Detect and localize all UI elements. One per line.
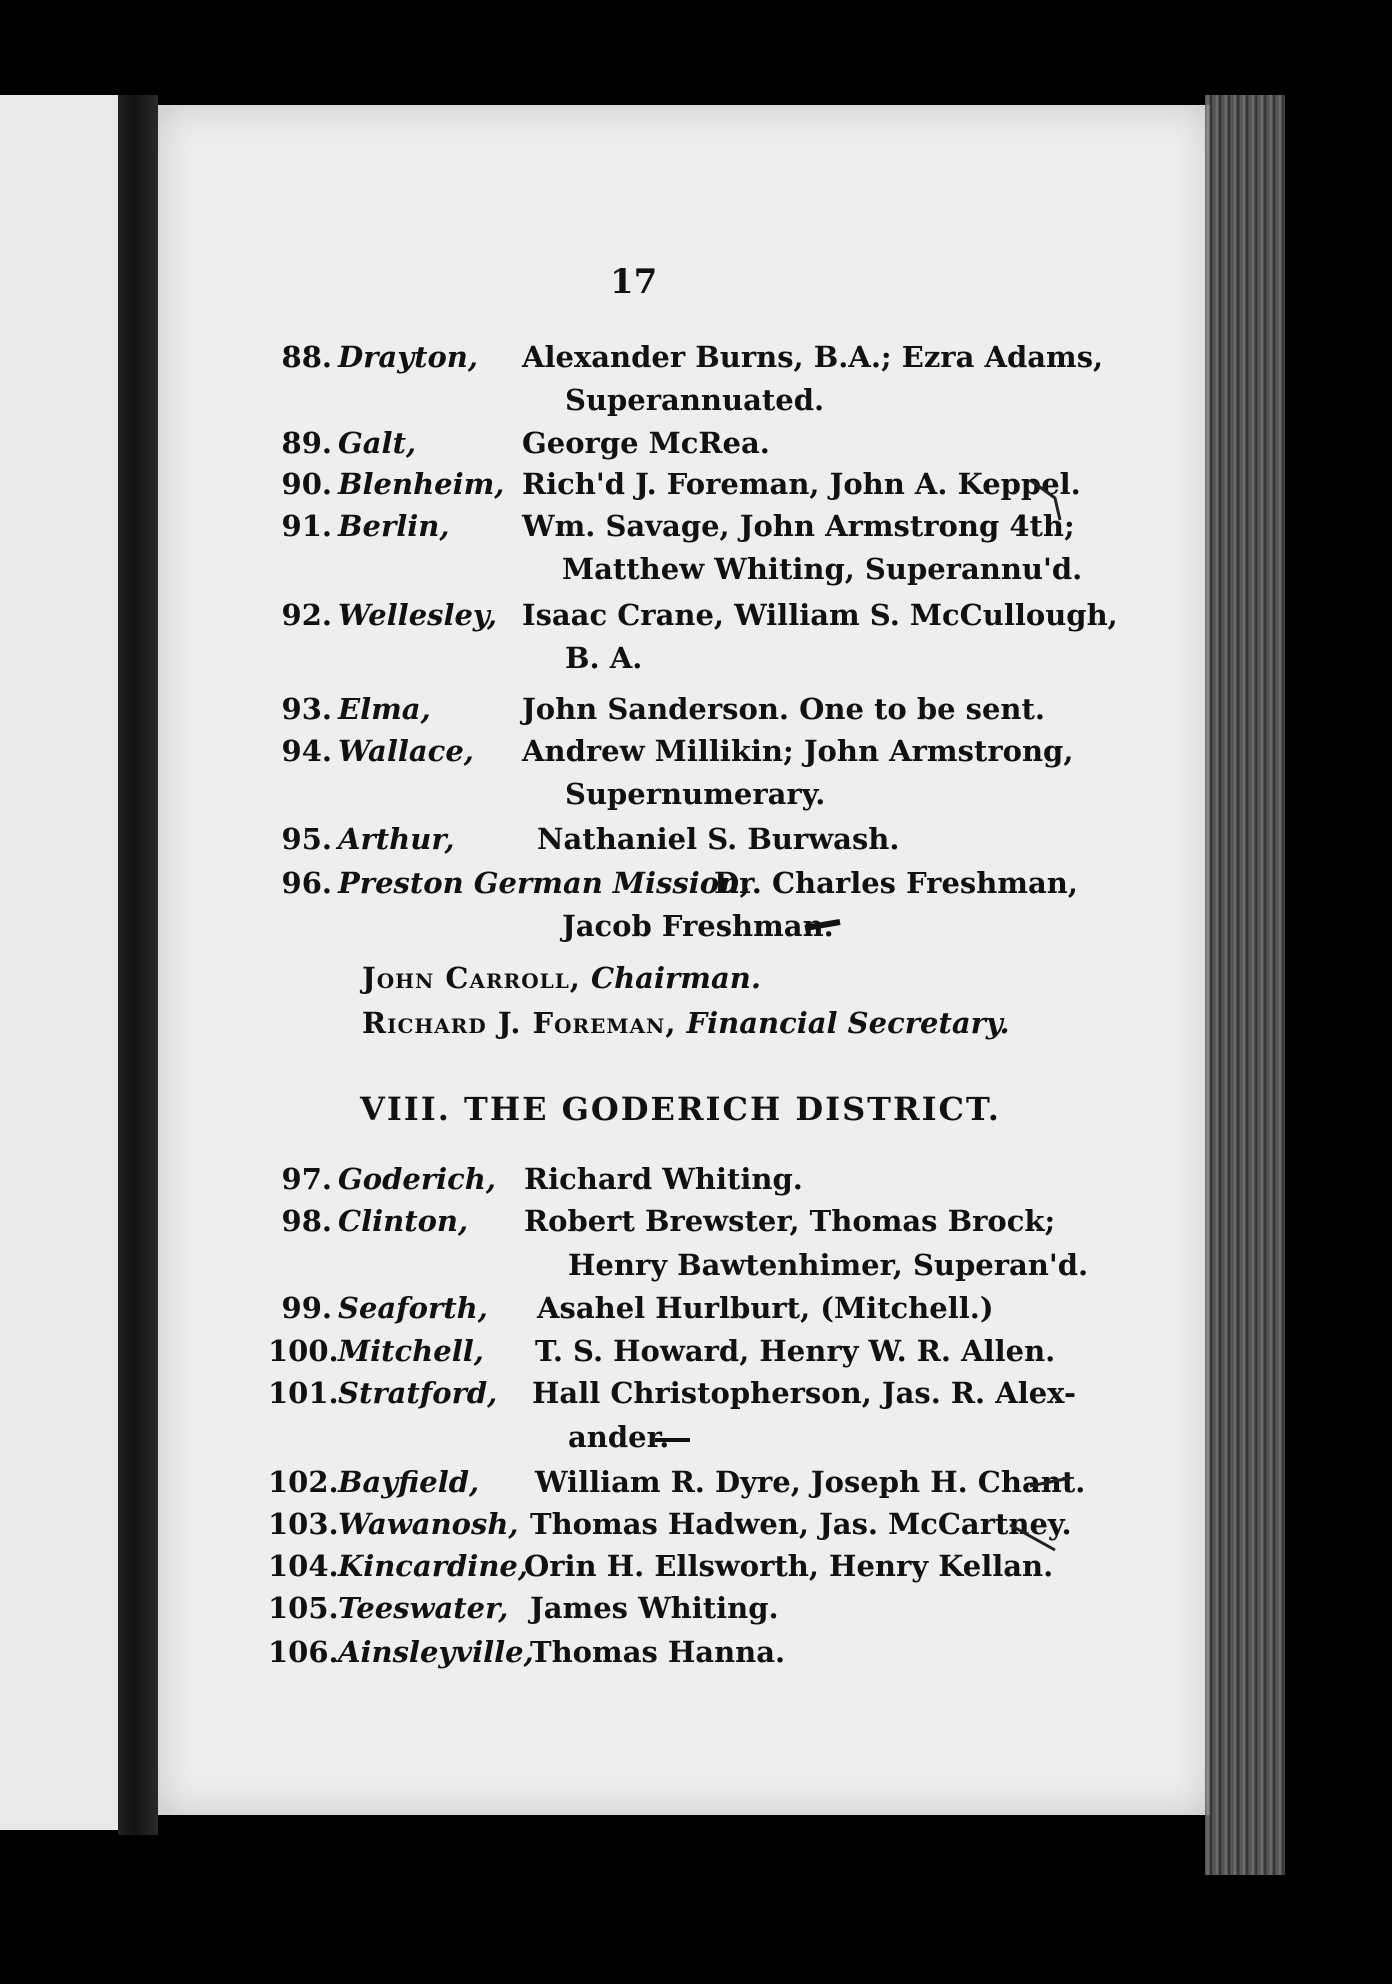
entry-number: 95. [281,822,332,856]
entry-text: Nathaniel S. Burwash. [537,822,900,856]
entry-place: Berlin, [338,509,450,543]
entry-number: 94. [281,734,332,768]
entry-place: Elma, [338,692,431,726]
entry-place: Goderich, [338,1162,496,1196]
entry-continuation: B. A. [565,641,643,675]
page-number: 17 [610,262,658,302]
entry-place: Wawanosh, [338,1507,519,1541]
entry-place: Drayton, [338,340,478,374]
pencil-mark [805,922,840,928]
entry-text: James Whiting. [530,1591,779,1625]
entry-text: George McRea. [522,426,770,460]
entry-number: 92. [281,598,332,632]
entry-text: Asahel Hurlburt, (Mitchell.) [537,1291,994,1325]
entry-text: William R. Dyre, Joseph H. Chant. [535,1465,1086,1499]
entry-place: Ainsleyville, [338,1635,534,1669]
entry-number: 90. [281,467,332,501]
entry-text: Thomas Hadwen, Jas. McCartney. [530,1507,1072,1541]
entry-place: Clinton, [338,1204,469,1238]
entry-place: Wallace, [338,734,474,768]
entry-place: Wellesley, [338,598,498,632]
entry-number: 99. [281,1291,332,1325]
pencil-mark [1030,1478,1070,1486]
entry-continuation: Matthew Whiting, Superannu'd. [562,552,1083,586]
entry-place: Teeswater, [338,1591,509,1625]
entry-text: Richard Whiting. [524,1162,803,1196]
entry-continuation: Jacob Freshman. [562,909,834,943]
entry-text: Wm. Savage, John Armstrong 4th; [522,509,1075,543]
entry-text: Dr. Charles Freshman, [714,866,1078,900]
entry-place: Kincardine, [338,1549,528,1583]
entry-continuation: Superannuated. [565,383,825,417]
signature-name: Richard J. Foreman, [362,1006,677,1040]
entry-place: Preston German Mission, [338,866,751,900]
entry-number: 98. [281,1204,332,1238]
entry-place: Blenheim, [338,467,505,501]
entry-number: 100. [268,1334,339,1368]
entry-text: Alexander Burns, B.A.; Ezra Adams, [522,340,1104,374]
entry-continuation: Supernumerary. [565,777,826,811]
entry-place: Stratford, [338,1376,498,1410]
entry-place: Galt, [338,426,417,460]
entry-place: Arthur, [338,822,455,856]
entry-text: Isaac Crane, William S. McCullough, [522,598,1118,632]
signature-role: Financial Secretary. [686,1006,1010,1040]
entry-number: 105. [268,1591,339,1625]
entry-place: Mitchell, [338,1334,484,1368]
entry-number: 106. [268,1635,339,1669]
district-heading: VIII. THE GODERICH DISTRICT. [360,1090,1001,1128]
entry-number: 104. [268,1549,339,1583]
entry-text: Hall Christopherson, Jas. R. Alex- [532,1376,1076,1410]
entry-text: Thomas Hanna. [530,1635,786,1669]
entry-place: Bayfield, [338,1465,480,1499]
entry-number: 96. [281,866,332,900]
entry-number: 103. [268,1507,339,1541]
entry-text: John Sanderson. One to be sent. [522,692,1046,726]
entry-number: 97. [281,1162,332,1196]
pencil-mark [1030,480,1060,520]
entry-number: 102. [268,1465,339,1499]
entry-continuation: Henry Bawtenhimer, Superan'd. [568,1248,1089,1282]
signature-name: John Carroll, [362,961,581,995]
entry-place: Seaforth, [338,1291,488,1325]
entry-number: 89. [281,426,332,460]
entry-number: 101. [268,1376,339,1410]
entry-number: 88. [281,340,332,374]
entry-text: Rich'd J. Foreman, John A. Keppel. [522,467,1081,501]
entry-text: Robert Brewster, Thomas Brock; [524,1204,1056,1238]
entry-continuation: ander. [568,1420,670,1454]
entry-text: Andrew Millikin; John Armstrong, [522,734,1074,768]
entry-number: 93. [281,692,332,726]
signature-role: Chairman. [591,961,761,995]
entry-text: T. S. Howard, Henry W. R. Allen. [535,1334,1056,1368]
entry-number: 91. [281,509,332,543]
entry-text: Orin H. Ellsworth, Henry Kellan. [524,1549,1054,1583]
pencil-mark [1010,1525,1055,1550]
